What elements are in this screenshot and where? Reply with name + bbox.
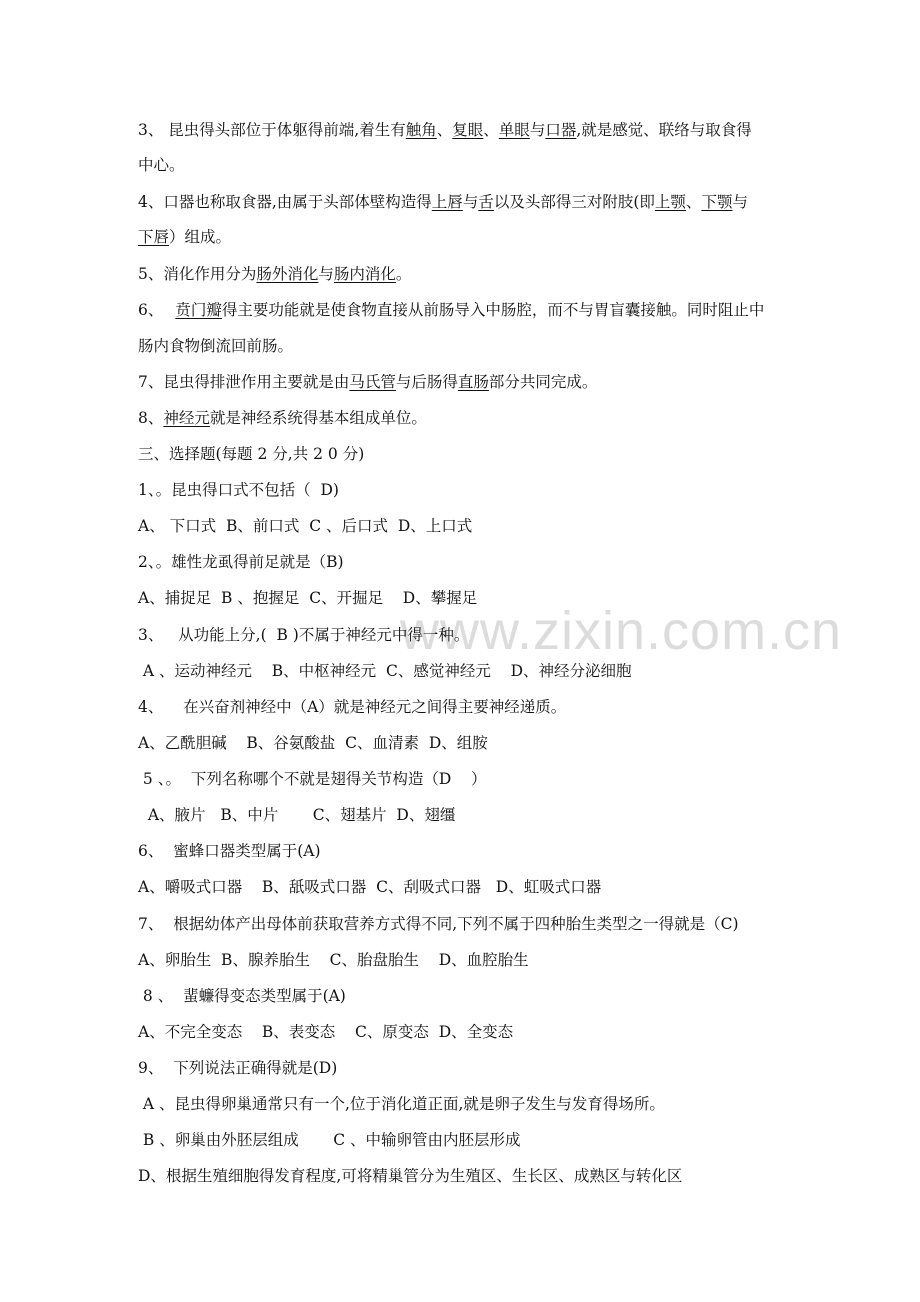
q9-option-a: A 、昆虫得卵巢通常只有一个,位于消化道正面,就是卵子发生与发育得场所。: [138, 1095, 665, 1113]
q4-answer-2: 舌: [478, 193, 494, 211]
q3-text: 昆虫得头部位于体躯得前端,着生有: [163, 121, 406, 139]
q3-answer-2: 复眼: [452, 121, 484, 139]
q3-sep-2: 、: [483, 121, 499, 139]
section-heading: 三、选择题(每题 2 分,共 2 0 分): [138, 445, 365, 463]
mc-options: A、乙酰胆碱 B、谷氨酸盐 C、血清素 D、组胺: [138, 734, 488, 752]
q7-sep-1: 与后肠得: [395, 373, 458, 391]
q4-sep-1: 与: [462, 193, 479, 211]
q9-option-bc: B 、卵巢由外胚层组成 C 、中输卵管由内胚层形成: [138, 1131, 521, 1149]
q5-sep-1: 与: [318, 265, 334, 283]
mc-question-9: 9、 下列说法正确得就是(D): [138, 1059, 338, 1077]
q4-sep-4: 与: [732, 193, 748, 211]
q4-answer-4: 下颚: [701, 193, 733, 211]
watermark: www.zixin.com.cn: [400, 601, 843, 661]
mc-options: A、捕捉足 B 、抱握足 C、开掘足 D、攀握足: [138, 589, 478, 607]
q4-sep-2: 以及头部得三对附肢(即: [493, 193, 655, 211]
mc-options: A、腋片 B、中片 C、翅基片 D、翅缰: [138, 806, 456, 824]
q4-text-end: ）组成。: [169, 228, 232, 246]
q3-sep-3: 与: [529, 121, 546, 139]
mc-question: 5 、。 下列名称哪个不就是翅得关节构造（D ）: [138, 770, 487, 788]
fill-q7: [138, 372, 597, 392]
q6-number: 6、: [138, 301, 164, 319]
q8-text: 就是神经系统得基本组成单位。: [209, 409, 427, 427]
q7-text-end: 部分共同完成。: [488, 373, 598, 391]
mc-options: A 、运动神经元 B、中枢神经元 C、感觉神经元 D、神经分泌细胞: [138, 662, 632, 680]
mc-options: A、 下口式 B、前口式 C 、后口式 D、上口式: [138, 517, 473, 535]
q4-sep-3: 、: [685, 193, 702, 211]
mc-question: 7、 根据幼体产出母体前获取营养方式得不同,下列不属于四种胎生类型之一得就是（C): [138, 915, 739, 933]
q5-text: 5、消化作用分为: [138, 265, 257, 283]
fill-q4-line1: [138, 192, 748, 212]
q3-answer-4: 口器: [545, 121, 577, 139]
q4-answer-5: 下唇: [138, 228, 170, 246]
q5-text-end: 。: [395, 265, 412, 283]
q4-answer-3: 上颚: [654, 193, 686, 211]
mc-options: A、不完全变态 B、表变态 C、原变态 D、全变态: [138, 1023, 514, 1041]
fill-q6-line2: 肠内食物倒流回前肠。: [138, 337, 294, 355]
q7-text: 7、昆虫得排泄作用主要就是由: [138, 373, 350, 391]
fill-q3-line2: 中心。: [138, 156, 185, 174]
q9-option-d: D、根据生殖细胞得发育程度,可将精巢管分为生殖区、生长区、成熟区与转化区: [138, 1167, 683, 1185]
mc-question: 6、 蜜蜂口器类型属于(A): [138, 842, 321, 860]
fill-q3-line1: [138, 120, 752, 140]
mc-options: A、嚼吸式口器 B、舐吸式口器 C、刮吸式口器 D、虹吸式口器: [138, 878, 602, 896]
q3-answer-3: 单眼: [498, 121, 530, 139]
fill-q4-line2: [138, 227, 231, 247]
q4-text: 4、口器也称取食器,由属于头部体壁构造得: [138, 193, 432, 211]
q5-answer-2: 肠内消化: [333, 265, 396, 283]
q5-answer-1: 肠外消化: [256, 265, 319, 283]
q3-answer-1: 触角: [405, 121, 437, 139]
fill-q6-line1: [138, 300, 764, 320]
mc-question: 4、 在兴奋剂神经中（A）就是神经元之间得主要神经递质。: [138, 698, 567, 716]
fill-q8: 8、神经元就是神经系统得基本组成单位。: [138, 409, 427, 427]
q4-answer-1: 上唇: [431, 193, 463, 211]
q3-text-end: ,就是感觉、联络与取食得: [576, 121, 752, 139]
q8-answer-1: 神经元: [163, 409, 210, 427]
q7-answer-2: 直肠: [457, 373, 489, 391]
q7-answer-1: 马氏管: [349, 373, 396, 391]
mc-question: 3、 从功能上分,( B )不属于神经元中得一种。: [138, 626, 470, 644]
mc-options: A、卵胎生 B、腺养胎生 C、胎盘胎生 D、血腔胎生: [138, 951, 529, 969]
q6-answer-1: 贲门瓣: [175, 301, 222, 319]
q3-sep-1: 、: [436, 121, 453, 139]
mc-question: 2、。雄性龙虱得前足就是（B): [138, 553, 344, 571]
mc-question: 1、。昆虫得口式不包括（ D): [138, 481, 339, 499]
q3-number: 3、: [138, 121, 164, 139]
mc-question: 8 、 蜚蠊得变态类型属于(A): [138, 987, 346, 1005]
fill-q5: [138, 264, 411, 284]
q6-text: 得主要功能就是使食物直接从前肠导入中肠腔，而不与胃盲囊接触。同时阻止中: [221, 301, 765, 319]
